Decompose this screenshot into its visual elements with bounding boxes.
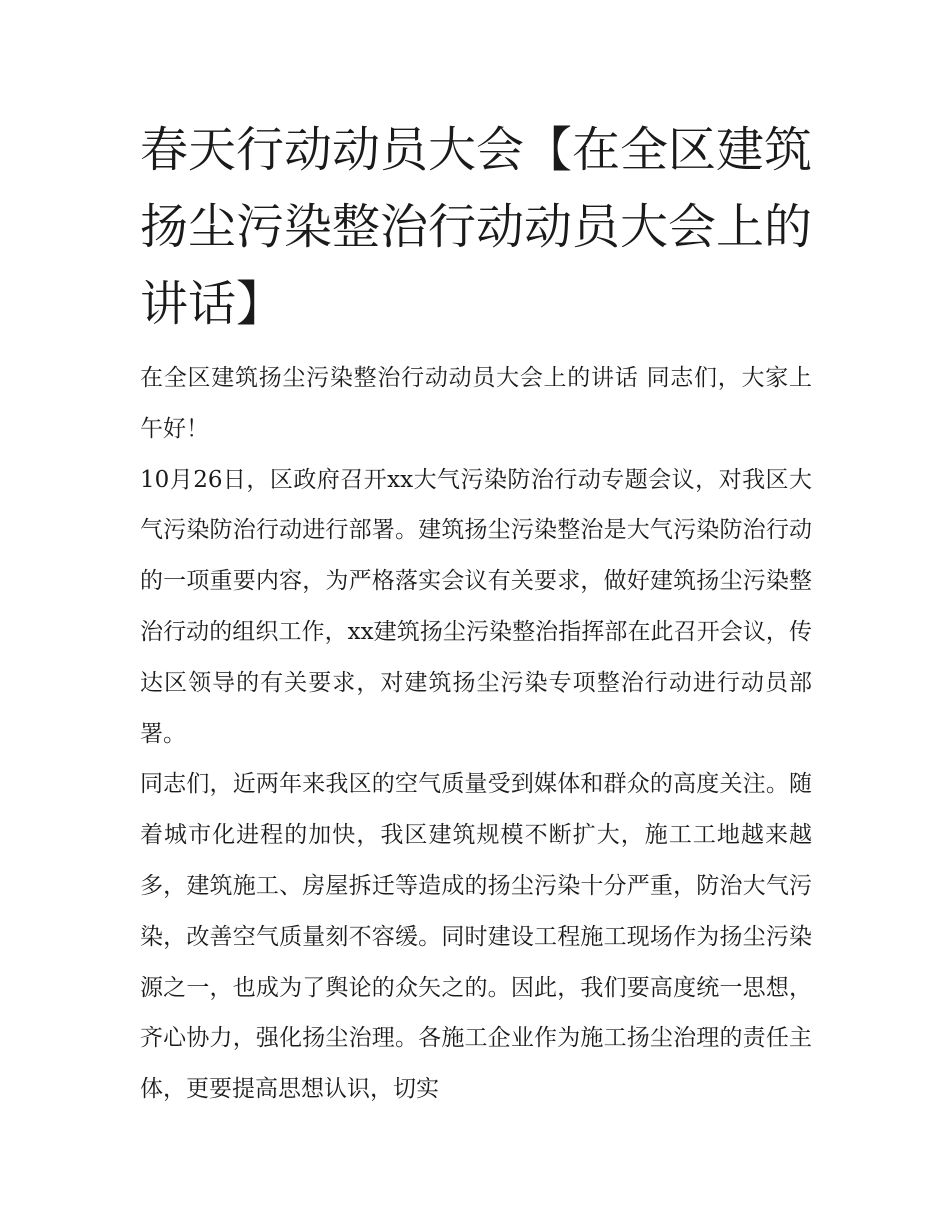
paragraph-air-quality: 同志们，近两年来我区的空气质量受到媒体和群众的高度关注。随着城市化进程的加快，我区建筑规模不断扩大，施工工地越来越多，建筑施工、房屋拆迁等造成的扬尘污染十分严重，防治大气污染，改善空气质量刻不容缓。同时建设工程施工现场作为扬尘污染源之一，也成为了舆论的众矢之的。因此，我们要高度统一思想，齐心协力，强化扬尘治理。各施工企业作为施工扬尘治理的责任主体，更要提高思想认识，切实 bbox=[140, 771, 812, 1103]
paragraph-greeting: 在全区建筑扬尘污染整治行动动员大会上的讲话 同志们，大家上午好！ bbox=[140, 365, 812, 442]
document-page bbox=[140, 112, 812, 1115]
paragraph-meeting: 10月26日，区政府召开xx大气污染防治行动专题会议，对我区大气污染防治行动进行部署。建筑扬尘污染整治是大气污染防治行动的一项重要内容，为严格落实会议有关要求，做好建筑扬尘污染整治行动的组织工作，xx建筑扬尘污染整治指挥部在此召开会议，传达区领导的有关要求，对建筑扬尘污染专项整治行动进行动员部署。 bbox=[140, 466, 812, 747]
document-title: 春天行动动员大会【在全区建筑扬尘污染整治行动动员大会上的讲话】 bbox=[140, 122, 813, 332]
